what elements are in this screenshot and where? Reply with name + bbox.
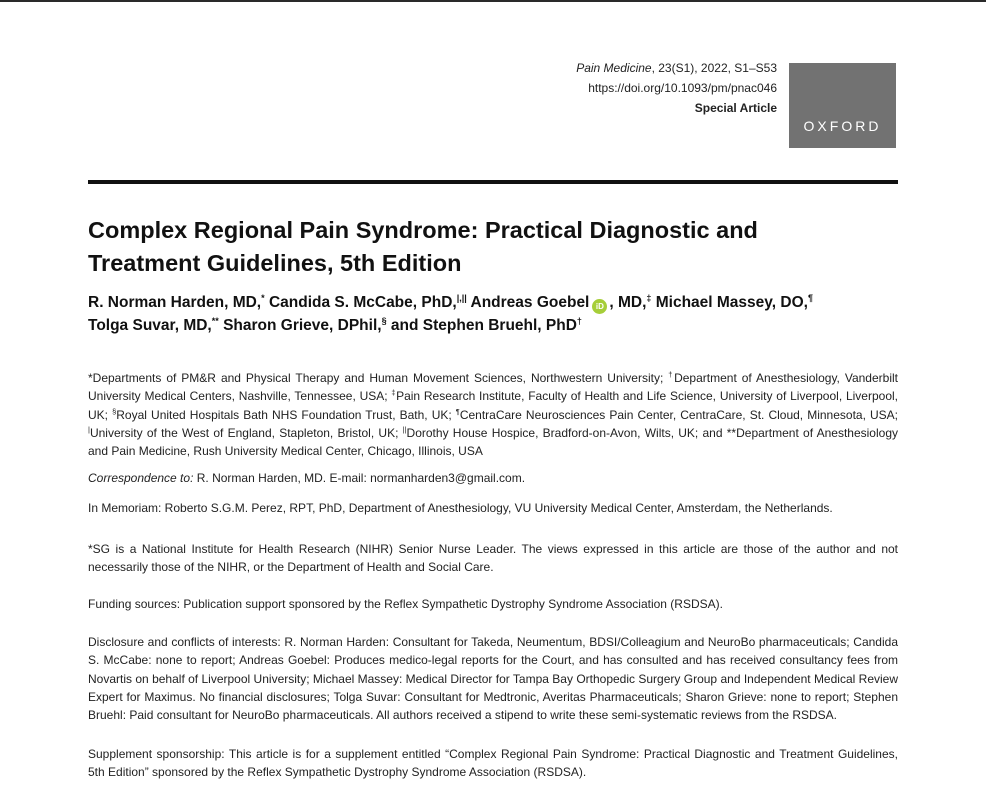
affiliation-text: Royal United Hospitals Bath NHS Foundation Trust, Bath, UK; [116,407,456,422]
author-name: Sharon Grieve, DPhil, [223,317,382,334]
correspondence-label: Correspondence to: [88,471,194,485]
author-name: Andreas Goebel [470,294,590,311]
supplement-sponsorship: Supplement sponsorship: This article is for a supplement entitled “Complex Regional Pain Syndrome: Practical Diagnostic and Treatment Guidelines, 5th Edition” sponsored by the Reflex Sympathetic Dystrophy Syndrome Association (RSDSA). [88,747,898,780]
author-name: and Stephen Bruehl, PhD [390,317,577,334]
title-line-1: Complex Regional Pain Syndrome: Practical Diagnostic and [88,217,758,243]
title-line-2: Treatment Guidelines, 5th Edition [88,250,462,276]
author-name: R. Norman Harden, MD, [88,294,262,311]
article-title [88,214,898,280]
author-name: Michael Massey, DO, [655,294,808,311]
journal-volume-pages: , 23(S1), 2022, S1–S53 [651,61,777,75]
orcid-icon[interactable]: iD [592,299,607,314]
correspondence-text: R. Norman Harden, MD. E-mail: normanharden3@gmail.com. [193,471,526,485]
author-affiliation-mark: † [576,316,582,326]
correspondence [88,469,898,487]
author-affiliation-mark: * [261,293,265,303]
article-type-label: Special Article [694,101,777,115]
author-name: Tolga Suvar, MD, [88,317,212,334]
affiliation-mark: | [88,424,90,434]
author-name: Candida S. McCabe, PhD, [268,294,457,311]
header-divider [88,180,898,184]
affiliation-text: Pain Research Institute, Faculty of Health and Life Science, University of Liverpool, Liverpool, UK; [88,389,898,422]
author-affiliation-mark: ** [211,316,219,326]
oxford-logo [789,63,896,148]
affiliation-mark: ¶ [455,406,460,416]
affiliation-text: CentraCare Neurosciences Pain Center, CentraCare, St. Cloud, Minnesota, USA; [459,407,898,422]
author-affiliation-mark: ‡ [646,293,652,303]
journal-citation [576,58,777,78]
funding-sources: Funding sources: Publication support sponsored by the Reflex Sympathetic Dystrophy Syndrome Association (RSDSA). [88,597,723,611]
author-affiliation-mark: |,|| [456,293,467,303]
affiliations [88,369,898,460]
oxford-logo-text: OXFORD [803,118,882,134]
affiliation-text: University of the West of England, Stapleton, Bristol, UK; [89,425,403,440]
doi-link[interactable]: https://doi.org/10.1093/pm/pnac046 [588,81,777,95]
top-border-rule [0,0,986,2]
journal-metadata [576,58,777,118]
author-affiliation-mark: § [381,316,387,326]
affiliation-text: *Departments of PM&R and Physical Therapy and Human Movement Sciences, Northwestern University; [88,371,669,385]
author-affiliation-mark: ¶ [807,293,813,303]
author-list [88,291,898,337]
affiliation-text: Department of Anesthesiology, Vanderbilt University Medical Centers, Nashville, Tennessee, USA; [88,371,898,404]
affiliation-mark: || [402,424,407,434]
affiliation-mark: † [668,370,675,379]
nihr-disclaimer: *SG is a National Institute for Health Research (NIHR) Senior Nurse Leader. The views expressed in this article are those of the author and not necessarily those of the NIHR, or the Department of Health and Social Care. [88,542,898,575]
disclosure-statement: Disclosure and conflicts of interests: R. Norman Harden: Consultant for Takeda, Neumentum, BDSI/Colleagium and NeuroBo pharmaceuticals; Candida S. McCabe: none to report; Andreas Goebel: Produces medico-legal reports for the Court, and has consulted and has received consultancy fees from Novartis on behalf of Liverpool University; Michael Massey: Medical Director for Tampa Bay Orthopedic Surgery Group and Independent Medical Review Expert for Maximus. No financial disclosures; Tolga Suvar: Consultant for Medtronic, Averitas Pharmaceuticals; Sharon Grieve: none to report; Stephen Bruehl: Paid consultant for NeuroBo pharmaceuticals. All authors received a stipend to write these semi-systematic reviews from the RSDSA. [88,635,898,723]
affiliation-text: Dorothy House Hospice, Bradford-on-Avon, Wilts, UK; and **Department of Anesthesiology and Pain Medicine, Rush University Medical Center, Chicago, Illinois, USA [88,425,898,459]
in-memoriam-note: In Memoriam: Roberto S.G.M. Perez, RPT, PhD, Department of Anesthesiology, VU University Medical Center, Amsterdam, the Netherlands. [88,501,833,515]
journal-name: Pain Medicine [576,61,652,75]
author-degree: , MD, [609,294,647,311]
affiliation-mark: ‡ [391,388,397,398]
affiliation-mark: § [112,406,117,416]
